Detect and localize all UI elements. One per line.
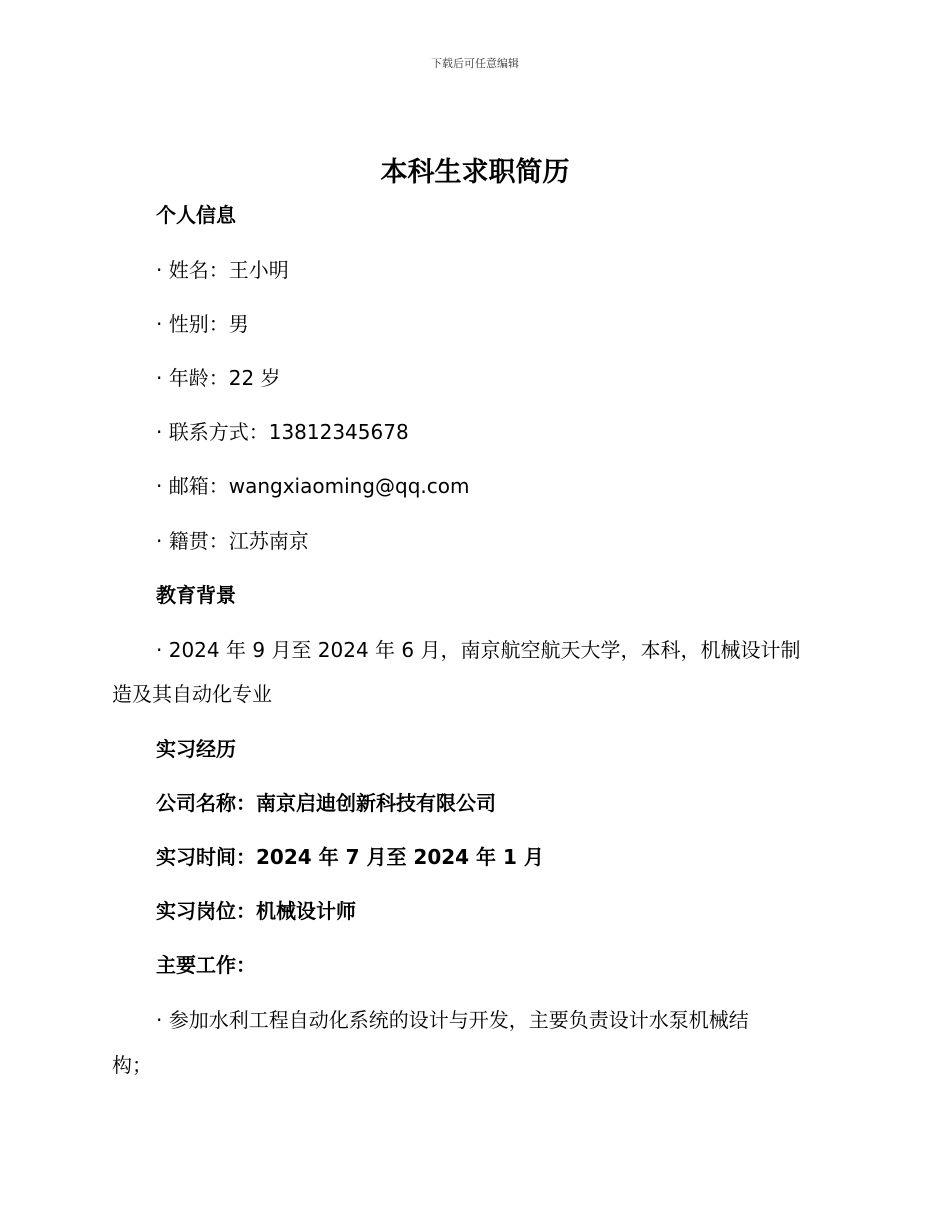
- personal-name: · 姓名：王小明: [156, 258, 289, 282]
- internship-position: 实习岗位：机械设计师: [156, 899, 356, 923]
- personal-hometown: · 籍贯：江苏南京: [156, 529, 309, 553]
- education-entry-line1: · 2024 年 9 月至 2024 年 6 月，南京航空航天大学，本科，机械设计制: [156, 638, 801, 662]
- main-work-item-line1: · 参加水利工程自动化系统的设计与开发，主要负责设计水泵机械结: [156, 1008, 749, 1032]
- education-entry-line2: 造及其自动化专业: [112, 682, 272, 706]
- resume-title: 本科生求职简历: [380, 157, 570, 188]
- personal-age: · 年龄：22 岁: [156, 366, 281, 390]
- personal-email: · 邮箱：wangxiaoming@qq.com: [156, 474, 470, 498]
- personal-phone: · 联系方式：13812345678: [156, 420, 409, 444]
- main-work-heading: 主要工作：: [156, 953, 256, 977]
- personal-gender: · 性别：男: [156, 312, 249, 336]
- education-heading: 教育背景: [156, 583, 236, 607]
- main-work-item-line2: 构；: [112, 1053, 152, 1077]
- internship-heading: 实习经历: [156, 737, 236, 761]
- page-header-note: 下载后可任意编辑: [431, 57, 519, 70]
- internship-period: 实习时间：2024 年 7 月至 2024 年 1 月: [156, 845, 544, 869]
- internship-company: 公司名称：南京启迪创新科技有限公司: [156, 791, 496, 815]
- personal-info-heading: 个人信息: [156, 203, 236, 227]
